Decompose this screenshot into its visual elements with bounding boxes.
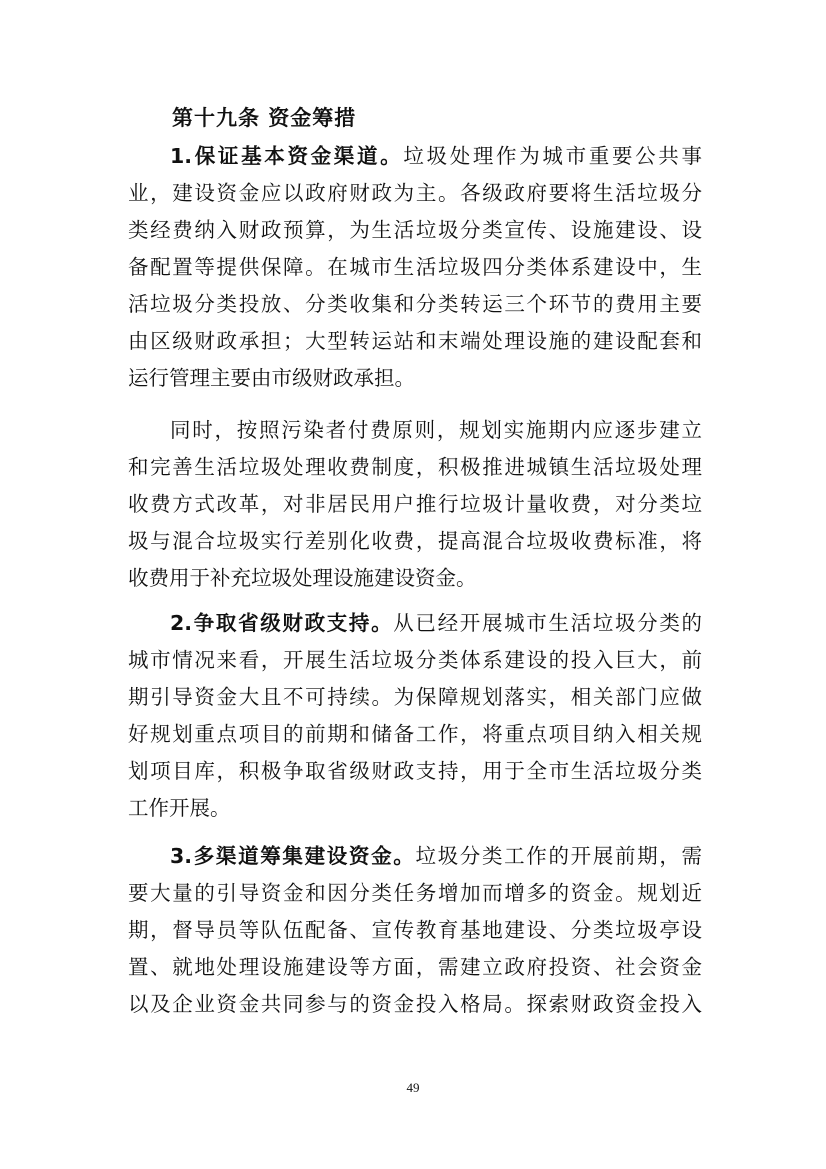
page-number: 49 — [406, 1080, 420, 1095]
paragraph-line: 1.保证基本资金渠道。垃圾处理作为城市重要公共事 — [170, 144, 702, 168]
paragraph-line: 城市情况来看，开展生活垃圾分类体系建设的投入巨大，前 — [128, 648, 702, 672]
paragraph-line: 类经费纳入财政预算，为生活垃圾分类宣传、设施建设、设 — [128, 218, 702, 242]
paragraph-line: 业，建设资金应以政府财政为主。各级政府要将生活垃圾分 — [128, 181, 702, 205]
paragraph-line: 置、就地处理设施建设等方面，需建立政府投资、社会资金 — [128, 955, 702, 979]
paragraph-line: 3.多渠道筹集建设资金。垃圾分类工作的开展前期，需 — [170, 844, 702, 868]
paragraph-line: 圾与混合垃圾实行差别化收费，提高混合垃圾收费标准，将 — [128, 529, 702, 553]
paragraph-line: 工作开展。 — [128, 796, 231, 820]
article-title: 第十九条 资金筹措 — [172, 106, 357, 130]
paragraph-line: 期引导资金大且不可持续。为保障规划落实，相关部门应做 — [128, 685, 702, 709]
paragraph-line: 和完善生活垃圾处理收费制度，积极推进城镇生活垃圾处理 — [128, 455, 702, 479]
paragraph-lead: 1.保证基本资金渠道。 — [170, 144, 404, 168]
paragraph-line: 同时，按照污染者付费原则，规划实施期内应逐步建立 — [170, 418, 702, 442]
paragraph-line: 2.争取省级财政支持。从已经开展城市生活垃圾分类的 — [170, 611, 702, 635]
paragraph-line: 好规划重点项目的前期和储备工作，将重点项目纳入相关规 — [128, 722, 702, 746]
paragraph-line: 以及企业资金共同参与的资金投入格局。探索财政资金投入 — [128, 992, 702, 1016]
paragraph-line: 期，督导员等队伍配备、宣传教育基地建设、分类垃圾亭设 — [128, 918, 702, 942]
paragraph-line: 收费用于补充垃圾处理设施建设资金。 — [128, 566, 477, 590]
paragraph-line: 由区级财政承担；大型转运站和末端处理设施的建设配套和 — [128, 329, 702, 353]
paragraph-line: 备配置等提供保障。在城市生活垃圾四分类体系建设中，生 — [128, 255, 702, 279]
paragraph-line: 划项目库，积极争取省级财政支持，用于全市生活垃圾分类 — [128, 759, 702, 783]
paragraph-multi-channel-funding — [128, 838, 702, 1023]
paragraph-line: 收费方式改革，对非居民用户推行垃圾计量收费，对分类垃 — [128, 492, 702, 516]
paragraph-line: 运行管理主要由市级财政承担。 — [128, 366, 415, 390]
paragraph-line: 要大量的引导资金和因分类任务增加而增多的资金。规划近 — [128, 881, 702, 905]
paragraph-provincial-support — [128, 605, 702, 827]
paragraph-polluter-pays — [128, 412, 702, 597]
paragraph-lead: 2.争取省级财政支持。 — [170, 611, 394, 635]
paragraph-lead: 3.多渠道筹集建设资金。 — [170, 844, 416, 868]
paragraph-line: 活垃圾分类投放、分类收集和分类转运三个环节的费用主要 — [128, 292, 702, 316]
paragraph-basic-funding — [128, 138, 702, 397]
